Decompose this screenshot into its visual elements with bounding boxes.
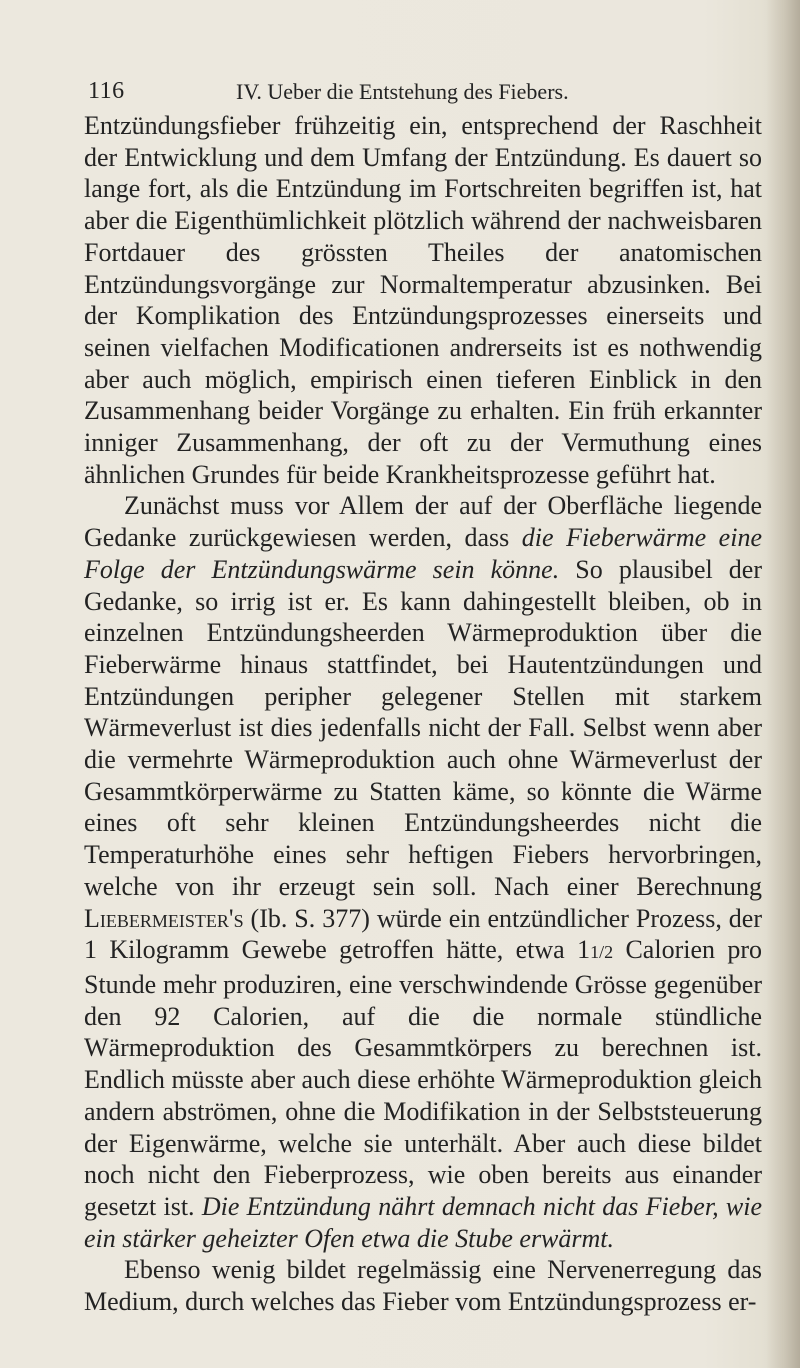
running-title: IV. Ueber die Entstehung des Fiebers. xyxy=(236,79,569,104)
text-segment: Ebenso wenig bildet regelmässig eine Nervenerregung das Medium, durch welches das Fieber vom Entzündungsprozess er- xyxy=(84,1255,762,1317)
page-edge-shadow xyxy=(766,0,800,1368)
text-segment: Zunächst muss vor Allem der auf der Oberfläche liegende Gedanke zurückgewiesen werden, dass xyxy=(84,491,762,553)
text-segment: (Ib. S. 377) würde ein entzündlicher Prozess, der 1 Kilogramm Gewebe getroffen hätte, etwa 1 xyxy=(84,903,762,965)
paragraph-3 xyxy=(84,1254,762,1317)
fraction: 1/2 xyxy=(590,942,614,963)
italic-segment: Die Entzündung nährt demnach nicht das Fieber, wie ein stärker geheizter Ofen etwa die Stube erwärmt. xyxy=(84,1191,762,1253)
text-segment: Calorien pro Stunde mehr produziren, eine verschwindende Grösse gegenüber den 92 Calorien, auf die die normale stündliche Wärmeproduktion des Gesammtkörpers zu berechnen ist. Endlich müsste aber auch diese erhöhte Wärmeproduktion gleich andern abströmen, ohne die Modifikation in der Selbststeuerung der Eigenwärme, welche sie unterhält. Aber auch diese bildet noch nicht den Fieberprozess, wie oben bereits aus einander gesetzt ist. xyxy=(84,935,763,1221)
italic-segment: die Fieberwärme eine Folge der Entzündungswärme sein könne. xyxy=(84,523,762,584)
paragraph-2 xyxy=(84,490,762,1254)
author-name: Liebermeister's xyxy=(84,903,244,933)
text-segment: Entzündungsfieber frühzeitig ein, entsprechend der Raschheit der Entwicklung und dem Umfang der Entzündung. Es dauert so lange fort, als die Entzündung im Fortschreiten begriffen ist, hat aber die Eigenthümlichkeit plötzlich während der nachweisbaren Fortdauer des grössten Theiles der anatomischen Entzündungsvorgänge zur Normaltemperatur abzusinken. Bei der Komplikation des Entzündungsprozesses einerseits und seinen vielfachen Modificationen andrerseits ist es nothwendig aber auch möglich, empirisch einen tieferen Einblick in den Zusammenhang beider Vorgänge zu erhalten. Ein früh erkannter inniger Zusammenhang, der oft zu der Vermuthung eines ähnlichen Grundes für beide Krankheitsprozesse geführt hat. xyxy=(84,111,762,489)
page-header xyxy=(0,78,800,112)
text-segment: So plausibel der Gedanke, so irrig ist er. Es kann dahingestellt bleiben, ob in einzelnen Entzündungsheerden Wärmeproduktion über die Fieberwärme hinaus stattfindet, bei Hautentzündungen und Entzündungen peripher gelegener Stellen mit starkem Wärmeverlust ist dies jedenfalls nicht der Fall. Selbst wenn aber die vermehrte Wärmeproduktion auch ohne Wärmeverlust der Gesammtkörperwärme zu Statten käme, so könnte die Wärme eines oft sehr kleinen Entzündungsheerdes nicht die Temperaturhöhe eines sehr heftigen Fiebers hervorbringen, welche von ihr erzeugt sein soll. Nach einer Berechnung xyxy=(84,554,762,901)
page-number: 116 xyxy=(88,78,125,104)
body-text xyxy=(84,110,762,1318)
paragraph-1 xyxy=(84,110,762,490)
